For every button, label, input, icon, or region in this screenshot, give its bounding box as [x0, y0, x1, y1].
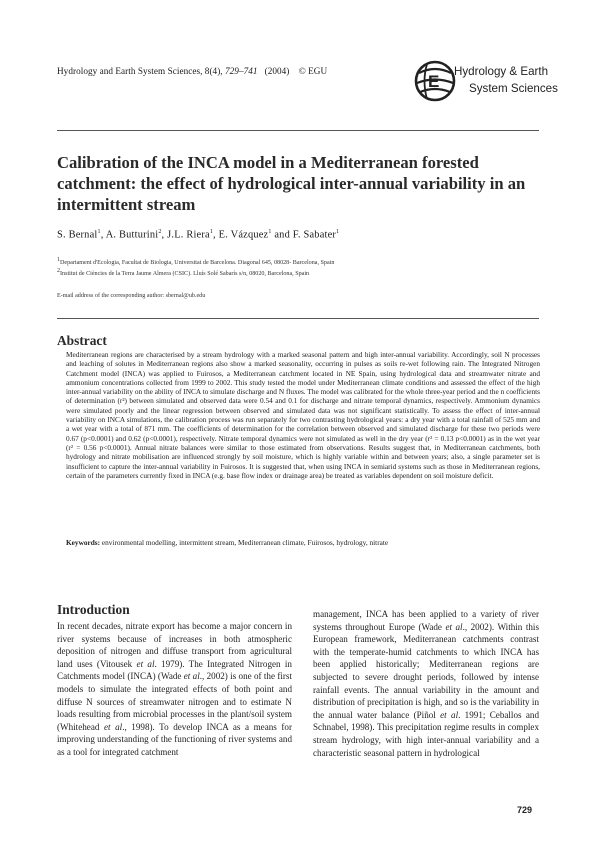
author-list	[57, 229, 339, 240]
author-separator: and	[271, 229, 293, 241]
abstract-heading: Abstract	[57, 333, 107, 348]
affiliation	[57, 268, 309, 277]
journal-copyright: © EGU	[298, 66, 328, 76]
author-name: S. Bernal	[57, 229, 98, 241]
logo-line-2: System Sciences	[469, 82, 558, 95]
header-rule	[57, 130, 539, 131]
corresponding-email: E-mail address of the corresponding author: sbernal@ub.edu	[57, 293, 206, 299]
author-name: J.L. Riera	[167, 229, 210, 241]
text-run: . 1991; Ceballos and Schnabel, 1998). This precipitation regime results in complex stream hydrology, with high inter-annual variability and a characteristic seasonal pattern in hydrological	[313, 709, 539, 758]
journal-name: Hydrology and Earth System Sciences, 8(4),	[57, 66, 223, 76]
page-number: 729	[517, 805, 533, 815]
abstract-rule	[57, 318, 539, 319]
text-run: In recent decades, nitrate export has become a major concern in river systems because of increases in both atmospheric deposition of nitrogen and diffuse transport from agricultural land uses (Vitousek	[57, 621, 292, 669]
introduction-left-column	[57, 620, 292, 759]
keywords-text: environmental modelling, intermittent stream, Mediterranean climate, Fuirosos, hydrology, nitrate	[100, 538, 389, 547]
author-name: E. Vázquez	[218, 229, 269, 241]
author-affiliation-mark: 1	[97, 229, 101, 235]
journal-year: (2004)	[264, 66, 290, 76]
author-affiliation-mark: 1	[268, 229, 272, 235]
abstract-text: Mediterranean regions are characterised by a stream hydrology with a marked seasonal pattern and high inter-annual variability. Accordingly, soil N processes and leaching of solutes in Mediterranean regions also show a marked seasonality, occurring in pulses as soils re-wet following rain. The Integrated Nitrogen Catchment model (INCA) was applied to Fuirosos, a Mediterranean catchment located in NE Spain, using hydrological data and streamwater nitrate and ammonium concentrations collected from 1999 to 2002. This study tested the model under Mediterranean climate conditions and assessed the effect of the high inter-annual variability on the ability of INCA to simulate discharge and N fluxes. The model was calibrated for the whole three-year period and the n coefficients of determination (r²) between simulated and observed data were 0.54 and 0.1 for discharge and nitrate temporal dynamics, respectively. Ammonium dynamics were simulated poorly and the linear regression between observed and simulated data was not significant statistically. To assess the effect of inter-annual variability on INCA simulations, the calibration process was run separately for two contrasting hydrological years: a dry year with a total rainfall of 525 mm and a wet year with a total of 871 mm. The coefficients of determination for the correlation between observed and simulated discharge for these two periods were 0.67 (p<0.0001) and 0.62 (p<0.0001), respectively. Nitrate temporal dynamics were not simulated as well in the dry year (r² = 0.13 p<0.0001) as in the wet year (r² = 0.56 p<0.0001). Annual nitrate balances were similar to those estimated from observations. Results suggest that, in Mediterranean catchments, both hydrology and nitrate mobilisation are influenced strongly by soil moisture, which is highly variable within and between years; also, a single parameter set is insufficient to capture the inter-annual variability in Fuirosos. It is suggested that, when using INCA in semiarid systems such as those in Mediterranean regions, certain of the parameters currently fixed in INCA (e.g. base flow index or drainage area) be treated as variables dependent on soil moisture deficit.	[66, 350, 540, 480]
text-run-italic: et al	[440, 709, 459, 720]
author-separator: ,	[161, 229, 168, 241]
text-run-italic: et al	[136, 658, 155, 669]
introduction-heading: Introduction	[57, 602, 130, 617]
introduction-right-column	[313, 608, 539, 759]
text-run-italic: et al	[103, 721, 123, 732]
globe-logo-icon	[413, 56, 459, 108]
author-affiliation-mark: 2	[158, 229, 162, 235]
keywords-label: Keywords:	[66, 538, 101, 547]
text-run: . 1979). The Integrated Nitrogen in Catchments model (INCA) (Wade	[57, 658, 292, 682]
keywords	[66, 538, 540, 547]
text-run: ., 2002) is one of the first models to simulate the integrated effects of both point and diffuse N sources of streamwater nitrogen and to estimate N loads resulting from microbial processes in the plant/soil system (Whitehead	[57, 671, 292, 732]
affiliation-text: Departament d'Ecologia, Facultat de Biologia, Universitat de Barcelona. Diagonal 645, 08028- Barcelona, Spain	[60, 260, 335, 267]
text-run-italic: et al	[445, 621, 463, 632]
text-run: ., 1998). To develop INCA as a means for improving understanding of the functioning of river systems and as a tool for integrated catchment	[57, 721, 292, 757]
text-run: ., 2002). Within this European framework, Mediterranean catchments contrast with the temperate-humid catchments to which INCA has been applied historically; Mediterranean regions are subjected to severe drought periods, followed by intense rainfall events. The annual variability in the amount and distribution of precipitation is high, and so is the variability in the annual water balance (Piñol	[313, 621, 539, 720]
journal-pages: 729–741	[225, 66, 258, 76]
text-run: management, INCA has been applied to a variety of river systems throughout Europe (Wade	[313, 609, 539, 632]
logo-line-1: Hydrology & Earth	[454, 65, 549, 78]
text-run-italic: et al	[183, 671, 200, 682]
author-separator: ,	[100, 229, 106, 241]
journal-citation	[57, 66, 327, 76]
article-title: Calibration of the INCA model in a Mediterranean forested catchment: the effect of hydrological inter-annual variability in an intermittent stream	[57, 153, 526, 214]
author-separator: ,	[213, 229, 219, 241]
affiliation	[57, 257, 334, 266]
affiliation-text: Institut de Ciències de la Terra Jaume Almera (CSIC). Lluís Solé Sabarís s/n, 08020, Barcelona, Spain	[60, 271, 310, 278]
affiliation-number: 1	[57, 257, 60, 263]
author-name: F. Sabater	[292, 229, 337, 241]
svg-text:E: E	[428, 72, 440, 91]
hess-logo	[413, 54, 561, 110]
author-affiliation-mark: 1	[209, 229, 214, 235]
affiliation-number: 2	[57, 268, 60, 274]
author-name: A. Butturini	[105, 229, 159, 241]
author-affiliation-mark: 1	[336, 229, 340, 235]
